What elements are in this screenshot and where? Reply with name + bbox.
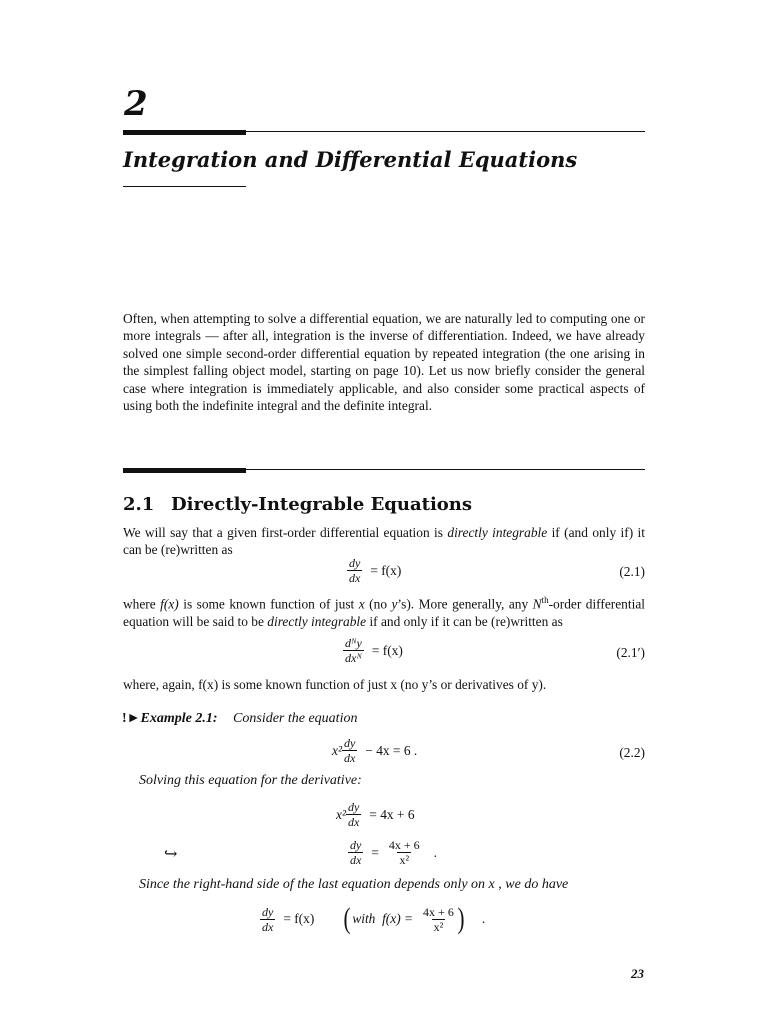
equation-conclusion: $\frac{dy}{dx}$ = f(x) ( with f(x) = $\frac{4x + 6}{\text{x²}}$ ) . [262, 902, 486, 935]
text-span: We will say that a given first-order differential equation is [123, 525, 448, 540]
example-heading [122, 711, 357, 727]
equation-number: (2.2) [619, 745, 645, 760]
equation-solved-b: $\frac{dy}{dx}$ = $\frac{4x + 6}{\text{x²}}$ . [350, 838, 438, 867]
equation-solved-a: x² $\frac{dy}{dx}$ = 4x + 6 [336, 800, 415, 829]
equation-2-1-prime [343, 636, 403, 665]
example-label: Example 2.1: [140, 711, 218, 726]
section-title: Directly-Integrable Equations [171, 494, 473, 515]
chapter-title-underline [123, 186, 246, 187]
section-number: 2.1 [123, 494, 155, 515]
where-again-paragraph: where, again, f(x) is some known function of just x (no y’s or derivatives of y). [123, 677, 547, 692]
text-span: if (and only if) it can be (re)written as [123, 525, 645, 558]
section-heading [123, 493, 472, 517]
fraction: $\frac{\text{dᴺy}}{\text{dxᴺ}}$ [345, 636, 362, 665]
intro-paragraph: Often, when attempting to solve a differential equation, we are naturally led to computing one or more integrals — after all, integration is the inverse of differentiation. Indeed, we have already solved one simple second-order differential equation by repeated integration (the one arising in the simplest falling object model, starting on page 10). Let us now briefly consider the general case where integration is immediately applicable, and also consider some practical aspects of using both the indefinite integral and the definite integral. [123, 311, 645, 414]
term-directly-integrable: directly integrable [447, 525, 548, 540]
fraction: $\frac{dy}{dx}$ [349, 556, 361, 585]
chapter-number: 2 [124, 84, 148, 124]
chapter-rule-thick [123, 130, 246, 135]
section-rule-thin [246, 469, 645, 470]
example-marker-icon: !► [122, 711, 141, 726]
definition-paragraph [123, 524, 645, 559]
equation-number: (2.1) [619, 564, 645, 579]
chapter-rule-thin [246, 131, 645, 132]
equation-2-2: x² $\frac{dy}{dx}$ − 4x = 6 . [332, 736, 418, 765]
since-text: Since the right-hand side of the last equation depends only on x , we do have [139, 877, 569, 892]
chapter-title: Integration and Differential Equations [123, 147, 578, 172]
equation-number: (2.1′) [616, 645, 645, 660]
solving-text: Solving this equation for the derivative: [139, 773, 362, 788]
example-intro: Consider the equation [233, 711, 358, 726]
page-number: 23 [631, 966, 644, 981]
equation-rhs: = f(x) [370, 562, 402, 578]
equation-rhs: = f(x) [371, 642, 403, 658]
hook-arrow-icon: ↪ [164, 846, 178, 863]
generalization-paragraph: where f(x) is some known function of just x (no y’s). More generally, any $N^{th}$-order differential equation will be said to be directly integrable if and only if it can be (re)written as [123, 595, 645, 629]
section-rule-thick [123, 468, 246, 473]
equation-2-1 [347, 556, 401, 585]
